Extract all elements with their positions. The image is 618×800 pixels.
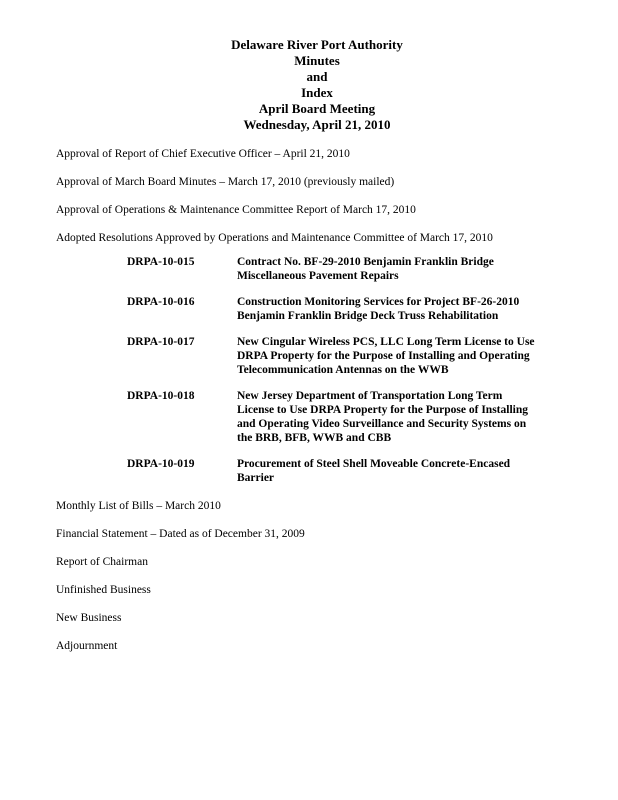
agenda-item-financial-statement: Financial Statement – Dated as of December 31, 2009 [56, 528, 305, 540]
title-date: Wednesday, April 21, 2010 [243, 117, 391, 132]
resolution-row [127, 389, 578, 445]
agenda-item-adopted-resolutions: Adopted Resolutions Approved by Operations and Maintenance Committee of March 17, 2010 [56, 232, 493, 244]
resolution-id: DRPA-10-017 [127, 336, 195, 348]
agenda-item-chairman-report: Report of Chairman [56, 556, 148, 568]
title-meeting: April Board Meeting [258, 101, 376, 116]
resolution-row [127, 335, 578, 377]
resolution-row [127, 255, 578, 283]
agenda-item-march-minutes: Approval of March Board Minutes – March 17, 2010 (previously mailed) [56, 176, 395, 188]
agenda-bottom [56, 499, 578, 653]
resolution-id: DRPA-10-015 [127, 256, 195, 268]
resolution-description: Contract No. BF-29-2010 Benjamin Franklin Bridge Miscellaneous Pavement Repairs [237, 256, 494, 282]
agenda-item-adjournment: Adjournment [56, 640, 118, 652]
title-index: Index [301, 85, 333, 100]
agenda-item-ceo-report: Approval of Report of Chief Executive Officer – April 21, 2010 [56, 148, 350, 160]
agenda-item-new-business: New Business [56, 612, 122, 624]
title-org: Delaware River Port Authority [231, 37, 403, 52]
title-and: and [306, 69, 328, 84]
agenda-top [56, 147, 578, 245]
resolution-row [127, 457, 578, 485]
resolution-id: DRPA-10-018 [127, 390, 195, 402]
document-title [56, 0, 578, 133]
agenda-item-unfinished-business: Unfinished Business [56, 584, 151, 596]
agenda-item-monthly-bills: Monthly List of Bills – March 2010 [56, 500, 221, 512]
resolutions-list [127, 255, 578, 485]
resolution-description: Construction Monitoring Services for Project BF-26-2010 Benjamin Franklin Bridge Deck Truss Rehabilitation [237, 296, 520, 322]
resolution-id: DRPA-10-019 [127, 458, 195, 470]
title-minutes: Minutes [294, 53, 340, 68]
resolution-description: New Cingular Wireless PCS, LLC Long Term License to Use DRPA Property for the Purpose of Installing and Operating Telecommunication Antennas on the WWB [237, 336, 535, 376]
resolution-description: New Jersey Department of Transportation Long Term License to Use DRPA Property for the Purpose of Installing and Operating Video Surveillance and Security Systems on the BRB, BFB, WWB and CBB [237, 390, 528, 444]
resolution-id: DRPA-10-016 [127, 296, 195, 308]
resolution-description: Procurement of Steel Shell Moveable Concrete-Encased Barrier [237, 458, 511, 484]
agenda-item-om-report: Approval of Operations & Maintenance Committee Report of March 17, 2010 [56, 204, 416, 216]
resolution-row [127, 295, 578, 323]
